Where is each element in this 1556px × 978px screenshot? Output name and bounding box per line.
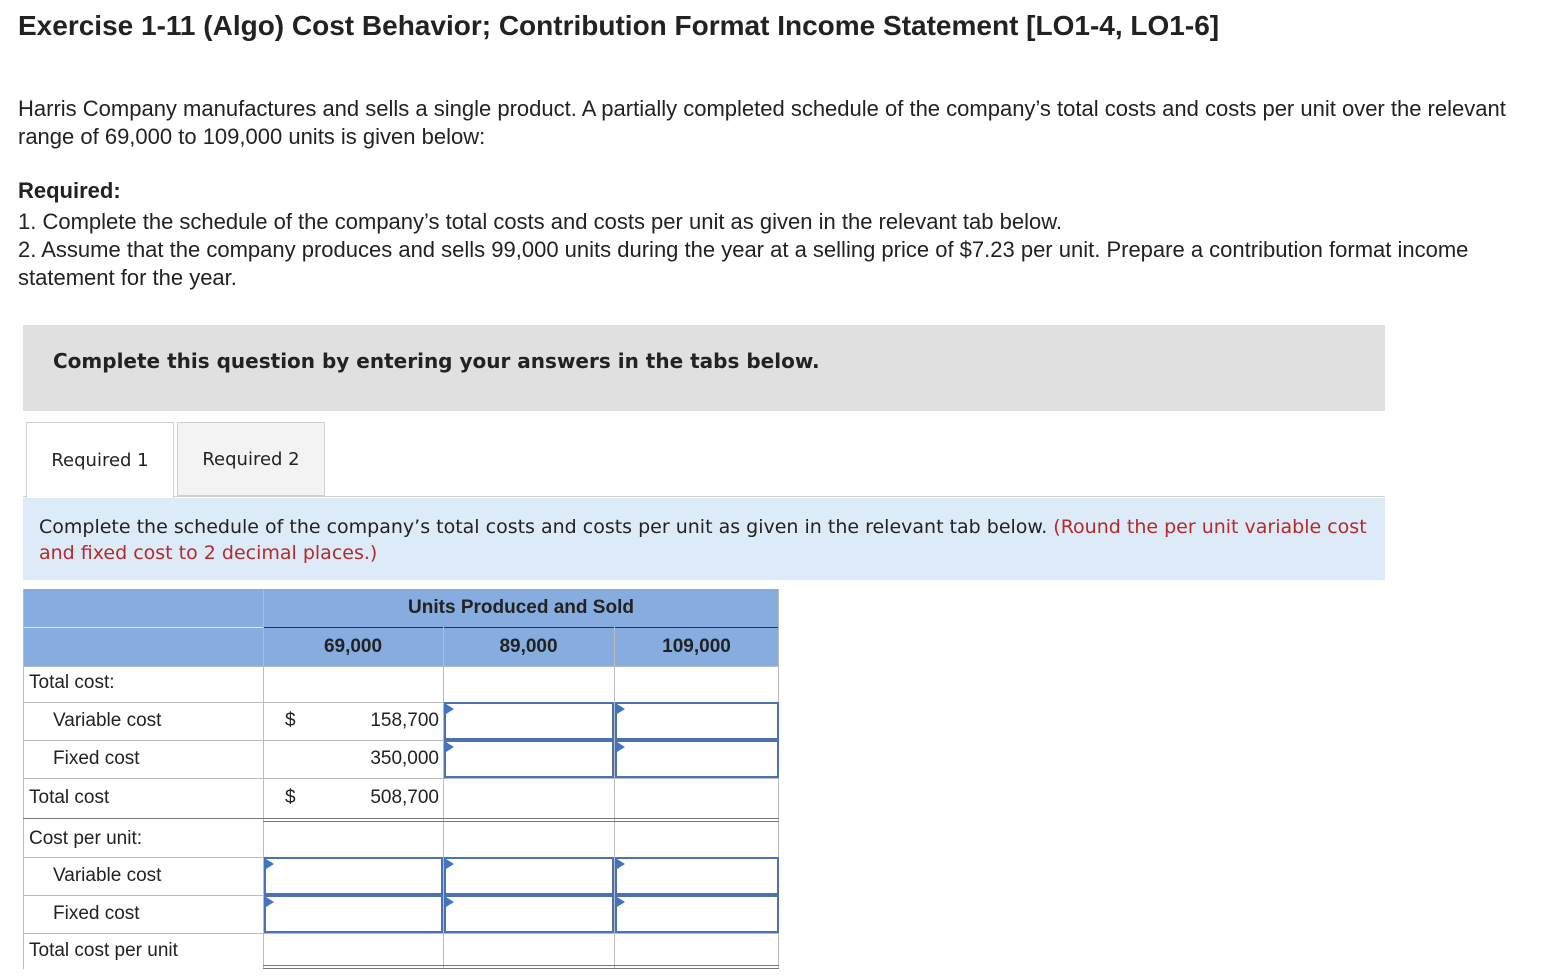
- banner-text: Complete this question by entering your answers in the tabs below.: [53, 349, 820, 373]
- column-header-89000: 89,000: [499, 636, 558, 657]
- input-fixed-cost-89000[interactable]: [444, 740, 614, 778]
- double-rule: [263, 821, 779, 822]
- value-total-cost-69000: 508,700: [370, 787, 439, 808]
- currency-symbol: $: [285, 787, 296, 808]
- tab-divider-left: [23, 496, 26, 497]
- input-per-unit-variable-cost-89000[interactable]: [444, 857, 614, 895]
- column-header-69000: 69,000: [323, 636, 383, 657]
- row-label-cost-per-unit-heading: Cost per unit:: [29, 828, 142, 849]
- instructions-banner: [23, 325, 1385, 411]
- tab-required-1[interactable]: [26, 422, 174, 498]
- header-divider: [263, 627, 779, 628]
- value-fixed-cost-69000: 350,000: [370, 748, 439, 769]
- row-label-total-cost: Total cost: [29, 787, 110, 808]
- column-header-109000: 109,000: [662, 636, 731, 657]
- required-2-text: 2. Assume that the company produces and sells 99,000 units during the year at a selling price of $7.23 per unit. Prepare a contribution format income statement for the year.: [18, 237, 1469, 290]
- tab-instruction-box: [23, 498, 1385, 580]
- tab-instruction: [39, 514, 1369, 566]
- problem-intro: Harris Company manufactures and sells a single product. A partially completed schedule of the company’s total costs and costs per unit over the relevant range of 69,000 to 109,000 units is given below:: [18, 96, 1506, 149]
- row-label-per-unit-variable-cost: Variable cost: [53, 865, 162, 886]
- tab-required-2[interactable]: [177, 422, 325, 496]
- tab-divider: [174, 496, 1385, 497]
- grid-line: [23, 778, 779, 779]
- input-variable-cost-89000[interactable]: [444, 702, 614, 740]
- required-heading: Required:: [18, 178, 121, 203]
- row-label-total-cost-per-unit: Total cost per unit: [29, 940, 178, 961]
- input-per-unit-variable-cost-109000[interactable]: [615, 857, 779, 895]
- input-per-unit-fixed-cost-109000[interactable]: [615, 895, 779, 933]
- grid-line: [23, 589, 24, 969]
- row-label-per-unit-fixed-cost: Fixed cost: [53, 903, 140, 924]
- tab-required-2-label: Required 2: [202, 448, 300, 470]
- currency-symbol: $: [285, 710, 296, 731]
- value-variable-cost-69000: 158,700: [370, 710, 439, 731]
- header-divider-left: [23, 627, 263, 628]
- double-rule: [263, 965, 779, 966]
- double-rule: [263, 968, 779, 969]
- row-label-variable-cost: Variable cost: [53, 710, 162, 731]
- required-1-text: 1. Complete the schedule of the company’s total costs and costs per unit as given in the relevant tab below.: [18, 209, 1062, 234]
- input-variable-cost-109000[interactable]: [615, 702, 779, 740]
- grid-line: [23, 933, 779, 934]
- rounding-note: (Round the per unit variable cost and fixed cost to 2 decimal places.): [39, 516, 1367, 564]
- page-title: Exercise 1-11 (Algo) Cost Behavior; Contribution Format Income Statement [LO1-4, LO1-6]: [18, 10, 1220, 41]
- row-label-total-cost-heading: Total cost:: [29, 672, 115, 693]
- input-per-unit-fixed-cost-69000[interactable]: [264, 895, 443, 933]
- grid-line: [23, 818, 779, 819]
- input-per-unit-fixed-cost-89000[interactable]: [444, 895, 614, 933]
- row-label-fixed-cost: Fixed cost: [53, 748, 140, 769]
- tab-required-1-label: Required 1: [51, 450, 149, 471]
- grid-line: [23, 666, 779, 667]
- input-fixed-cost-109000[interactable]: [615, 740, 779, 778]
- units-group-header: Units Produced and Sold: [408, 597, 634, 618]
- cost-schedule-table: [23, 589, 779, 969]
- input-per-unit-variable-cost-69000[interactable]: [264, 857, 443, 895]
- instruction-text: Complete the schedule of the company’s total costs and costs per unit as given in the relevant tab below.: [39, 516, 1048, 538]
